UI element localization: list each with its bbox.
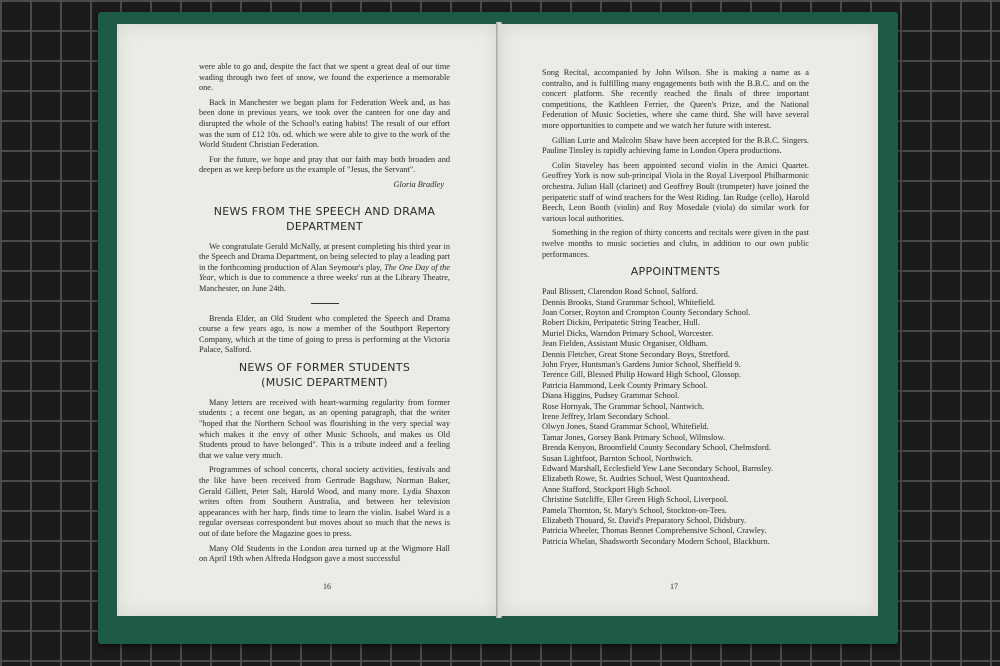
- heading-line: NEWS OF FORMER STUDENTS: [238, 360, 411, 374]
- appointment-item: Edward Marshall, Ecclesfield Yew Lane Secondary School, Barnsley.: [542, 464, 774, 473]
- paragraph: Gillian Lurie and Malcolm Shaw have been accepted for the B.B.C. Singers. Pauline Tinsley is rapidly achieving fame in London Opera productions.: [542, 135, 809, 156]
- appointment-item: John Fryer, Huntsman's Gardens Junior School, Sheffield 9.: [542, 359, 741, 369]
- appointment-item: Dennis Fletcher, Great Stone Secondary Boys, Stretford.: [542, 349, 730, 359]
- appointment-item: Elizabeth Rowe, St. Audries School, West Quantoxhead.: [542, 474, 730, 484]
- page-number: 16: [323, 582, 331, 591]
- paragraph: Brenda Elder, an Old Student who completed the Speech and Drama course a few years ago, is now a member of the Southport Repertory Company, which at the time of going to press is performing at the Victoria Palace, Salford.: [199, 313, 450, 355]
- paragraph: We congratulate Gerald McNally, at present completing his third year in the Speech and Drama Department, on being selected to play a leading part in the forthcoming production of Alan Seymour's play, The One Day of the Year, which is due to commence a three weeks' run at the Library Theatre, Manchester, on June 24th.: [199, 241, 450, 293]
- heading-speech-drama: [199, 204, 450, 234]
- appointment-item: Patricia Wheeler, Thomas Bennet Comprehensive School, Crawley.: [542, 526, 767, 536]
- paragraph: For the future, we hope and pray that our faith may both broaden and deepen as we keep before us the example of "Jesus, the Servant".: [199, 154, 450, 175]
- appointment-item: Christine Sutcliffe, Eller Green High School, Liverpool.: [542, 495, 729, 505]
- paragraph: Many letters are received with heart-warming regularity from former students ; a recent one began, as an opening paragraph, that the writer "hoped that the Northern School was flourishing in the very special way which makes it the envy of other Music Schools, and makes us Old Students proud to have belonged". This is a tribute indeed and a feeling that we value very much.: [199, 397, 450, 460]
- paragraph: Programmes of school concerts, choral society activities, festivals and the like have been received from Gertrude Bagshaw, Norman Baker, Gerald Gillett, Peter Salt, Harold Wood, and many more. Lydia Shaxon writes often from Southern Australia, and between her television appearances with her harp, finds time to learn the violin. Isabel Ward is a regular overseas correspondent but moves about so much that the news is out of date before the Magazine goes to press.: [199, 465, 450, 538]
- page-number: 17: [670, 582, 678, 591]
- paragraph: Song Recital, accompanied by John Wilson. She is making a name as a contralto, and is fulfilling many engagements both with the B.B.C. and on the concert platform. She recently reached the finals of three important competitions, the Kathleen Ferrier, the Queen's Prize, and the National Federation of Music Societies, where she came third. She will have several more opportunities to compete and we watch her future with interest.: [542, 68, 809, 130]
- right-column: [542, 68, 809, 547]
- appointment-item: Tamar Jones, Gorsey Bank Primary School, Wilmslow.: [542, 432, 725, 442]
- appointment-item: Pamela Thornton, St. Mary's School, Stockton-on-Tees.: [542, 505, 727, 515]
- appointment-item: Terence Gill, Blessed Philip Howard High School, Glossop.: [542, 370, 741, 380]
- heading-line: DEPARTMENT: [286, 219, 363, 233]
- appointment-item: Paul Blissett, Clarendon Road School, Salford.: [542, 287, 698, 297]
- divider: [311, 303, 339, 304]
- paragraph: were able to go and, despite the fact that we spent a great deal of our time wading through two feet of snow, we found the experience a memorable one.: [199, 62, 450, 93]
- appointment-item: Robert Dickin, Peripatetic String Teacher, Hull.: [542, 318, 700, 328]
- appointment-item: Olwyn Jones, Stand Grammar School, Whitefield.: [542, 422, 709, 432]
- appointment-item: Susan Lightfoot, Barnton School, Northwich.: [542, 453, 693, 463]
- paragraph: Colin Staveley has been appointed second violin in the Amici Quartet. Geoffrey York is now sub-principal Viola in the Royal Liverpool Philharmonic orchestra. Julian Hall (clarinet) and Geoffrey Boult (trumpeter) have joined the peripatetic staff of wind teachers for the West Riding. Ian Rudge (cello), Harold Beech, Leon Booth (violin) and Roy Mosedale (viola) do similar work for various local authorities.: [542, 160, 809, 223]
- appointment-item: Rose Hornyak, The Grammar School, Nantwich.: [542, 401, 705, 411]
- play-title: The One Day of the Year: [199, 262, 450, 283]
- appointment-item: Dennis Brooks, Stand Grammar School, Whitefield.: [542, 297, 716, 307]
- heading-former-students: [199, 360, 450, 390]
- appointment-item: Joan Corser, Royton and Crompton County Secondary School.: [542, 307, 751, 317]
- heading-line: (MUSIC DEPARTMENT): [261, 375, 388, 389]
- appointment-item: Anne Stafford, Stockport High School.: [542, 484, 672, 494]
- heading-line: NEWS FROM THE SPEECH AND DRAMA: [213, 204, 436, 218]
- appointment-item: Patricia Hammond, Leek County Primary School.: [542, 380, 708, 390]
- appointments-list: [542, 287, 809, 547]
- appointment-item: Diana Higgins, Pudsey Grammar School.: [542, 391, 680, 401]
- appointment-item: Jean Fielden, Assistant Music Organiser, Oldham.: [542, 339, 708, 349]
- paragraph: Many Old Students in the London area turned up at the Wigmore Hall on April 19th when Alfreda Hodgson gave a most successful: [199, 543, 450, 564]
- left-column: [199, 62, 450, 569]
- signature: Gloria Bradley: [393, 179, 444, 189]
- appointment-item: Muriel Dicks, Warndon Primary School, Worcester.: [542, 328, 714, 338]
- left-page: [117, 24, 498, 616]
- appointment-item: Patricia Whelan, Shadsworth Secondary Modern School, Blackburn.: [542, 536, 770, 546]
- appointment-item: Brenda Kenyon, Broomfield County Secondary School, Chelmsford.: [542, 443, 771, 453]
- heading-appointments: APPOINTMENTS: [630, 265, 721, 279]
- appointment-item: Irene Jeffrey, Irlam Secondary School.: [542, 411, 670, 421]
- paragraph: Back in Manchester we began plans for Federation Week and, as has been done in previous years, we took over the canteen for one day and disrupted the whole of the School's eating habits! The result of our effort was the sum of £12 10s. od. which we were able to give to the work of the World Student Christian Federation.: [199, 97, 450, 150]
- appointment-item: Elizabeth Thouard, St. David's Preparatory School, Didsbury.: [542, 516, 747, 526]
- right-page: [500, 24, 878, 616]
- paragraph: Something in the region of thirty concerts and recitals were given in the past twelve months to music societies and clubs, in addition to our own public performances.: [542, 228, 809, 259]
